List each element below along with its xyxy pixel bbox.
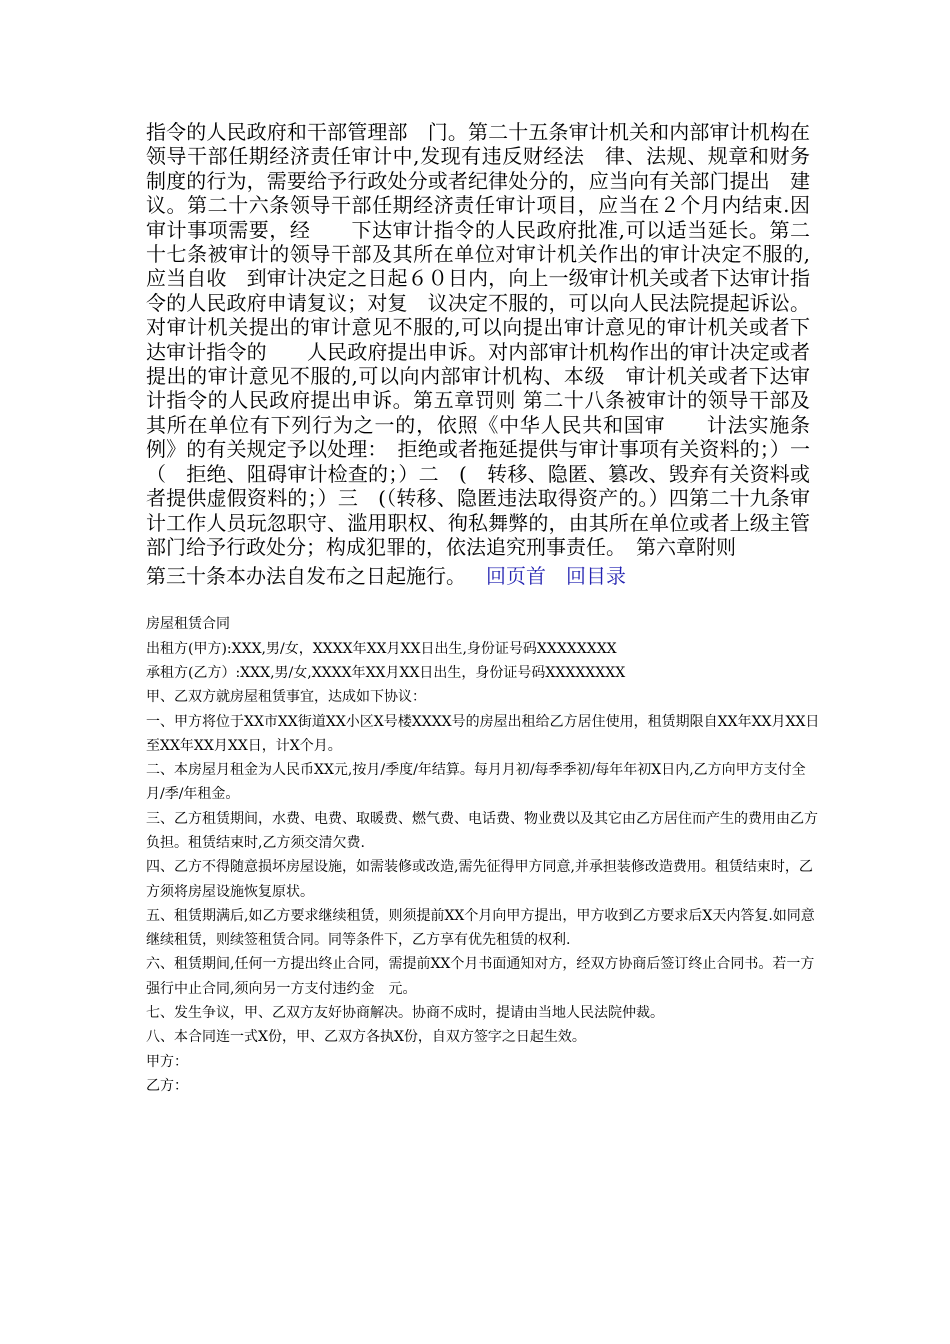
contract-line: 承租方(乙方）:XXX,男/女,XXXX年XX月XX日出生，身份证号码XXXXXXXX xyxy=(146,664,626,681)
audit-paragraph: 指令的人民政府和干部管理部 门。第二十五条审计机关和内部审计机构在领导干部任期经济责任审计中,发现有违反财经法 律、法规、规章和财务制度的行为，需要给予行政处分或者纪律处分的，应当向有关部门提出 建议。第二十六条领导干部任期经济责任审计项目，应当在２个月内结束.因审计事项需要，经 下达审计指令的人民政府批准,可以适当延长。第二十七条被审计的领导干部及其所在单位对审计机关作出的审计决定不服的,应当自收 到审计决定之日起６０日内，向上一级审计机关或者下达审计指令的人民政府申请复议；对复 议决定不服的，可以向人民法院提起诉讼。对审计机关提出的审计意见不服的,可以向提出审计意见的审计机关或者下达审计指令的 人民政府提出申诉。对内部审计机构作出的审计决定或者提出的审计意见不服的,可以向内部审计机构、本级 审计机关或者下达审计指令的人民政府提出申诉。第五章罚则 第二十八条被审计的领导干部及其所在单位有下列行为之一的，依照《中华人民共和国审 计法实施条例》的有关规定予以处理： 拒绝或者拖延提供与审计事项有关资料的；）一 （ 拒绝、阻碍审计检查的；）二 ( 转移、隐匿、篡改、毁弃有关资料或者提供虚假资料的；）三 (（转移、隐匿违法取得资产的。）四第二十九条审计工作人员玩忽职守、滥用职权、徇私舞弊的，由其所在单位或者上级主管部门给予行政处分；构成犯罪的，依法追究刑事责任。 第六章附则 xyxy=(146,120,830,559)
lease-contract xyxy=(146,612,820,1098)
contract-line: 甲、乙双方就房屋租赁事宜，达成如下协议： xyxy=(146,689,426,706)
contract-line: 二、本房屋月租金为人民币XX元,按月/季度/年结算。每月月初/每季季初/每年年初X日内,乙方向甲方支付全月/季/年租金。 xyxy=(146,762,806,803)
contract-line: 三、乙方租赁期间，水费、电费、取暖费、燃气费、电话费、物业费以及其它由乙方居住而产生的费用由乙方负担。租赁结束时,乙方须交清欠费. xyxy=(146,810,818,851)
contract-line: 六、租赁期间,任何一方提出终止合同，需提前XX个月书面通知对方，经双方协商后签订终止合同书。若一方强行中止合同,须向另一方支付违约金 元。 xyxy=(146,956,815,997)
back-to-top-link[interactable]: 回页首 xyxy=(486,564,546,589)
party-b-signature: 乙方： xyxy=(146,1077,188,1094)
contract-line: 出租方(甲方):XXX,男/女，XXXX年XX月XX日出生,身份证号码XXXXXXXX xyxy=(146,640,617,657)
contract-line: 五、租赁期满后,如乙方要求继续租赁，则须提前XX个月向甲方提出，甲方收到乙方要求后X天内答复.如同意继续租赁，则续签租赁合同。同等条件下，乙方享有优先租赁的权利. xyxy=(146,907,815,949)
audit-final-line xyxy=(146,562,810,590)
audit-regulation-text xyxy=(146,120,830,559)
contract-line: 七、发生争议，甲、乙双方友好协商解决。协商不成时，提请由当地人民法院仲裁。 xyxy=(146,1005,664,1022)
contract-line: 八、本合同连一式X份，甲、乙双方各执X份，自双方签字之日起生效。 xyxy=(146,1029,586,1046)
party-a-signature: 甲方： xyxy=(146,1053,188,1070)
article-thirty: 第三十条本办法自发布之日起施行。 xyxy=(146,564,466,589)
contract-title: 房屋租赁合同 xyxy=(146,616,230,633)
contract-line: 四、乙方不得随意损坏房屋设施，如需装修或改造,需先征得甲方同意,并承担装修改造费用。租赁结束时，乙方须将房屋设施恢复原状。 xyxy=(146,859,813,900)
contract-line: 一、甲方将位于XX市XX街道XX小区X号楼XXXX号的房屋出租给乙方居住使用，租赁期限自XX年XX月XX日至XX年XX月XX日，计X个月。 xyxy=(146,713,820,754)
document-page xyxy=(146,120,830,1098)
back-to-contents-link[interactable]: 回目录 xyxy=(566,564,626,589)
